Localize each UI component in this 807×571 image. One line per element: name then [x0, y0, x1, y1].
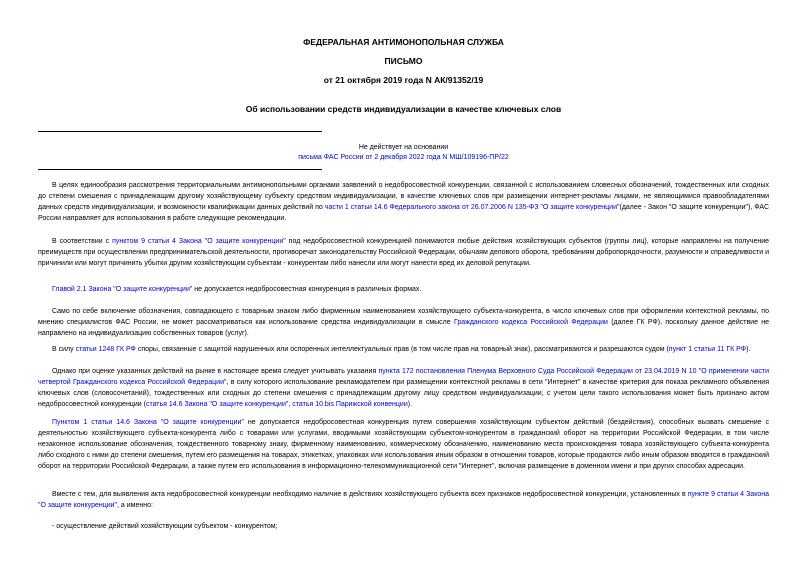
link-art-11[interactable]: пункт 1 статьи 11 ГК РФ [668, 346, 747, 353]
paragraph-5 [38, 344, 769, 355]
paragraph-3-text: не допускается недобросовестная конкуренция в различных формах. [192, 286, 422, 293]
link-chapter-2-1[interactable]: Главой 2.1 Закона "О защите конкуренции" [52, 286, 193, 293]
paragraph-2-text: В соответствии с [52, 238, 113, 245]
agency-title: ФЕДЕРАЛЬНАЯ АНТИМОНОПОЛЬНАЯ СЛУЖБА [303, 37, 504, 47]
paragraph-5-text: В силу [52, 346, 76, 353]
paragraph-6-text-mid: , в силу которого использование рекламодателем при размещении контекстной рекламы в сети "Интернет" в качестве критерия для показа рекламного объявления ключевых слов (словосочетаний), тождественных или сходных до степени смешения с принадлежащим другому лицу средством индивидуализации, с учетом цели такого использования может быть признано актом недобросовестной конкуренции ( [38, 379, 769, 408]
paragraph-1-text-end: (далее - Закон "О защите конкуренции"), ФАС России направляет для использования в работе следующие рекомендации. [38, 204, 769, 222]
paragraph-1 [38, 180, 769, 224]
paragraph-5-text-mid: споры, связанные с защитой нарушенных или оспоренных интеллектуальных прав (в том числе прав на товарный знак), рассматриваются и разрешаются судом ( [135, 346, 669, 353]
paragraph-2 [38, 236, 769, 269]
paragraph-8-text: Вместе с тем, для выявления акта недобросовестной конкуренции необходимо наличие в действиях хозяйствующего субъекта всех признаков недобросовестной конкуренции, установленных в [52, 491, 688, 498]
link-art-1248[interactable]: статьи 1248 ГК РФ [75, 346, 136, 353]
document-type: ПИСЬМО [384, 56, 423, 66]
status-note [0, 143, 807, 163]
paragraph-4-text: Само по себе включение обозначения, совпадающего с товарным знаком либо фирменным наименованием хозяйствующего субъекта-конкурента, в число ключевых слов при оформлении контекстной рекламы, по мнению специалистов ФАС России, не может рассматриваться как использование средства индивидуализации в смысле [38, 308, 769, 326]
paragraph-6-text: Однако при оценке указанных действий на рынке в настоящее время следует учитывать указания [52, 368, 379, 375]
link-point9-art4[interactable]: пунктом 9 статьи 4 Закона "О защите конкуренции" [112, 238, 286, 245]
status-note-link[interactable]: письма ФАС России от 2 декабря 2022 года N МШ/109196-ПР/22 [298, 154, 509, 161]
paragraph-5-text-end: ). [746, 346, 751, 353]
link-point1-art14-6[interactable]: Пунктом 1 статьи 14.6 Закона "О защите конкуренции" [52, 419, 244, 426]
paragraph-1-text: В целях единообразия рассмотрения территориальными антимонопольными органами заявлений о недобросовестной конкуренции, связанной с использованием словесных обозначений, тождественных или сходных до степени смешения с принадлежащим другому хозяйствующему субъекту средством индивидуализации, в качестве ключевых слов при размещении интернет-рекламы лицами, не являющимися правообладателями данных средств индивидуализации, и возможности квалификации данных действий по [38, 182, 769, 211]
link-art-14-6-paris[interactable]: статья 14.6 Закона "О защите конкуренции", статья 10.bis Парижской конвенции [145, 401, 408, 408]
paragraph-4 [38, 306, 769, 339]
paragraph-7-text: не допускается недобросовестная конкуренция путем совершения хозяйствующим субъектом действий (бездействия), способных вызвать смешение с деятельностью хозяйствующего субъекта-конкурента либо с товарами или услугами, вводимыми хозяйствующим субъектом-конкурентом в гражданский оборот на территории Российской Федерации, в том числе незаконное использование обозначения, тождественного товарному знаку, фирменному наименованию, коммерческому обозначению, наименованию места происхождения товара хозяйствующего субъекта-конкурента либо сходного с ними до степени смешения, путем его размещения на товарах, этикетках, упаковках или использования иным образом в отношении товаров, которые продаются либо иным образом вводятся в гражданский оборот на территории Российской Федерации, а также путем его использования в информационно-телекоммуникационной сети "Интернет", включая размещение в доменном имени и при других способах адресации. [38, 419, 769, 470]
paragraph-9 [38, 521, 769, 532]
document-date-number: от 21 октября 2019 года N АК/91352/19 [323, 75, 484, 85]
paragraph-6-text-end: ). [407, 401, 413, 408]
link-point9-art4-second[interactable]: пункте 9 статьи 4 Закона "О защите конкуренции" [38, 491, 769, 509]
paragraph-2-text-end: под недобросовестной конкуренцией понимаются любые действия хозяйствующих субъектов (группы лиц), которые направлены на получение преимуществ при осуществлении предпринимательской деятельности, противоречат законодательству Российской Федерации, обычаям делового оборота, требованиям добропорядочности, разумности и справедливости и причинили или могут причинить убытки другим хозяйствующим субъектам - конкурентам либо нанесли или могут нанести вред их деловой репутации. [38, 238, 770, 267]
paragraph-7 [38, 417, 769, 472]
status-note-text: Не действует на основании [358, 144, 449, 151]
divider-top [38, 131, 322, 132]
link-plenum-resolution[interactable]: пункта 172 постановления Пленума Верховного Суда Российской Федерации от 23.04.2019 N 10 "О применении части четвертой Гражданского кодекса Российской Федерации" [38, 368, 769, 386]
link-law-135fz[interactable]: части 1 статьи 14.6 Федерального закона от 26.07.2006 N 135-ФЗ "О защите конкуренции" [324, 204, 620, 211]
paragraph-4-text-end: (далее ГК РФ), поскольку данное действие не направлено на индивидуализацию собственных товаров (услуг). [38, 319, 770, 337]
paragraph-8 [38, 489, 769, 511]
divider-bottom [38, 169, 322, 170]
paragraph-6 [38, 366, 769, 410]
paragraph-9-text: - осуществление действий хозяйствующим субъектом - конкурентом; [52, 523, 278, 530]
link-civil-code[interactable]: Гражданского кодекса Российской Федерации [453, 319, 608, 326]
paragraph-3 [38, 284, 769, 295]
paragraph-8-text-end: , а именно: [117, 502, 153, 509]
document-subject: Об использовании средств индивидуализации в качестве ключевых слов [245, 104, 562, 114]
